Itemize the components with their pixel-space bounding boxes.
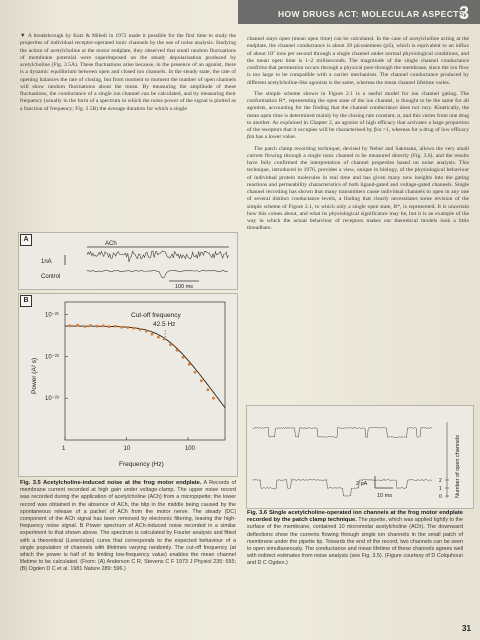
right-paragraph-1: channel stays open (mean open time) can be calculated. In the case of acetylcholine acting at the endplate, the channel conductance is about 20 picosiemens (pS), which is equivalent to an influx of about 10⁷ ions per second through a single channel under normal physiological conditions, and the mean open time is 1–2 milliseconds. The magnitude of the single channel conductance confirms that permeation occurs through a physical pore through the membrane, since the ion flow is too large to be compatible with a carrier mechanism. The channel conductance produced by different acetylcholine-like agonists is the same, whereas the mean channel lifetime varies. [247,36,469,86]
channel-trace-2 [253,479,432,496]
level-0-label: 0 [439,494,442,500]
watermark-overlay [0,612,480,640]
y-tick-label: 10⁻²¹ [45,312,59,319]
control-label: Control [41,274,61,280]
running-header-title: HOW DRUGS ACT: MOLECULAR ASPECTS [278,9,465,19]
y-tick-label: 10⁻²² [45,354,59,361]
data-point [76,324,79,327]
data-point [169,343,172,346]
right-column [247,36,469,237]
data-point [120,326,123,329]
y-axis-ticks [45,313,68,403]
figure-3-5-panel-b [18,293,238,477]
data-point [108,325,111,328]
ach-noise-trace [87,251,229,262]
data-point [132,327,135,330]
time-scale-label: 100 ms [175,284,194,289]
data-point [163,338,166,341]
noise-traces [19,233,237,289]
data-point [206,388,209,391]
single-channel-traces [247,406,473,508]
left-column [20,33,236,117]
ms-scale-label: 10 ms [377,493,392,499]
data-point [212,397,215,400]
level-2-label: 2 [439,478,442,484]
plot-frame [65,302,225,440]
right-paragraph-2: The simple scheme shown in Figure 2.1 is a useful model for ion channel gating. The conformation R*, representing the open state of the ion channel, is thought to be the same for all agonists, accounting for the finding that the channel conductance does not vary. Kinetically, the mean open time is determined mainly by the closing rate constant, α, and this varies from one drug to another. As explained in Chapter 2, an agonist of high efficacy that activates a large proportion of the receptors that it occupies will be characterised by β/α >1, whereas for a drug of low efficacy β/α has a lower value. [247,90,469,141]
data-point [126,326,129,329]
control-trace [87,270,228,278]
data-point [96,325,99,328]
chapter-number: 3 [459,3,470,23]
panel-b-tag: B [20,295,32,307]
x-axis-label: Frequency (Hz) [119,461,164,468]
y-tick-label: 10⁻²³ [45,396,59,403]
figure-3-5-caption-body: A Records of membrane current recorded at high gain under voltage-clamp. The upper noise record was recorded during the application of acetylcholine (ACh) from a micropipette; the lower record was obtained in the absence of ACh, the blip in the middle being caused by the spontaneous release of a packet of ACh from the motor nerve. The steady (DC) component of the ACh signal has been removed by electronic filtering, leaving the high-frequency noise signal. B Power spectrum of ACh-induced noise recorded in a similar experiment to that shown above. The spectrum is calculated by Fourier analysis and fitted with a theoretical (Lorentzian) curve that corresponds to the expected behaviour of a single population of channels with lifetimes varying randomly. The cut-off frequency (at which the power is half of its limiting low-frequency value) enables the mean channel lifetime to be calculated. (From: (A) Anderson C R, Stevens C F 1973 J Physiol 235: 655; (B) Ogden D C et al. 1981 Nature 289: 596.) [20,480,236,573]
data-point [139,328,142,331]
panel-a-tag: A [20,234,32,246]
data-point [157,336,160,339]
figure-3-5-caption-title: Fig. 3.5 Acetylcholine-induced noise at the frog motor endplate. [20,480,202,486]
data-points [69,324,215,400]
figure-3-6-caption-body: The pipette, which was applied tightly to the surface of the membrane, contained 10 micromolar acetylcholine (ACh). The downward deflections show the currents flowing through single ion channels in the small patch of membrane under the pipette tip. Towards the end of the record, two channels can be seen to open simultaneously. The conductance and mean lifetime of these channels agrees well with indirect estimates from noise analysis (see Fig. 3.5). (Figure courtesy of D Colquhoun and D C Ogden.) [247,517,463,567]
figure-3-6-caption [247,510,463,568]
data-point [83,325,86,328]
data-point [102,324,105,327]
figure-3-5-panel-a [18,232,238,290]
current-scale-label: 1nA [41,259,52,265]
open-channels-axis-label: Number of open channels [455,435,461,498]
cutoff-label-2: 42.5 Hz [153,321,176,328]
data-point [176,349,179,352]
x-tick-label: 10 [123,446,131,452]
lorentzian-fit-curve [65,326,225,408]
right-paragraph-3: The patch clamp recording technique, devised by Neher and Sakmann, allows the very small current flowing through a single ionic channel to be measured directly (Fig. 3.6), and the results have fully confirmed the interpretation of channel properties based on noise analysis. This technique, introduced in 1976, provides a view, unique in biology, of the physiological behaviour of individual protein molecules in real time and has given many new insights into the gating reactions and permeability characteristics of both ligand-gated and voltage-gated channels. Single channel recording has shown that many transmitters cause individual channels to open in any one of several distinct conductance levels, a finding that clearly necessitates some revision of the simple scheme of Figure 2.1, to which only a single open state, R*, is represented. It is uncertain how this comes about, and what its physiological significance may be, but it is an example of the way in which the actual behaviour of receptors makes our theoretical models look a little threadbare. [247,145,469,232]
data-point [114,325,117,328]
data-point [69,324,72,327]
x-tick-label: 100 [184,446,195,452]
data-point [194,371,197,374]
page-number: 31 [462,624,471,633]
left-paragraph-1: ▼ A breakthrough by Katz & Miledi in 1972 made it possible for the first time to study the properties of individual receptor-operated ionic channels by the use of noise analysis. Studying the action of acetylcholine at the motor endplate, they observed that small random fluctuations of membrane potential were superimposed on the steady depolarisation produced by acetylcholine (Fig. 3.5A). These fluctuations arise because, in the presence of an agonist, there is a dynamic equilibrium between open and closed ion channels. In the steady state, the rate of opening balances the rate of closing, but from moment to moment the number of open channels will show random fluctuations about the mean. By measuring the amplitude of these fluctuations, the conductance of a single ion channel can be calculated, and by measuring their frequency (usually in the form of a spectrum in which the noise power of the signal is plotted as a function of frequency; Fig. 3.5B) the average duration for which a single [20,33,236,112]
data-point [188,363,191,366]
figure-3-5-caption [20,480,236,574]
cutoff-label-1: Cut-off frequency [131,312,181,319]
x-axis-ticks [62,437,196,452]
power-spectrum-chart [19,294,237,476]
x-tick-label: 1 [62,446,66,452]
ach-label: ACh [105,241,117,247]
figure-3-6 [246,405,474,509]
data-point [200,379,203,382]
data-point [182,356,185,359]
channel-trace-1 [253,427,432,437]
data-point [145,330,148,333]
pa-scale-label: 2 pA [356,481,368,487]
data-point [89,324,92,327]
level-1-label: 1 [439,486,442,492]
y-axis-label: Power (A² s) [31,357,38,394]
figure-3-6-caption-title: Fig. 3.6 Single acetylcholine-operated ion channels at the frog motor endplate recorded by the patch clamp technique. [247,510,463,524]
data-point [151,333,154,336]
